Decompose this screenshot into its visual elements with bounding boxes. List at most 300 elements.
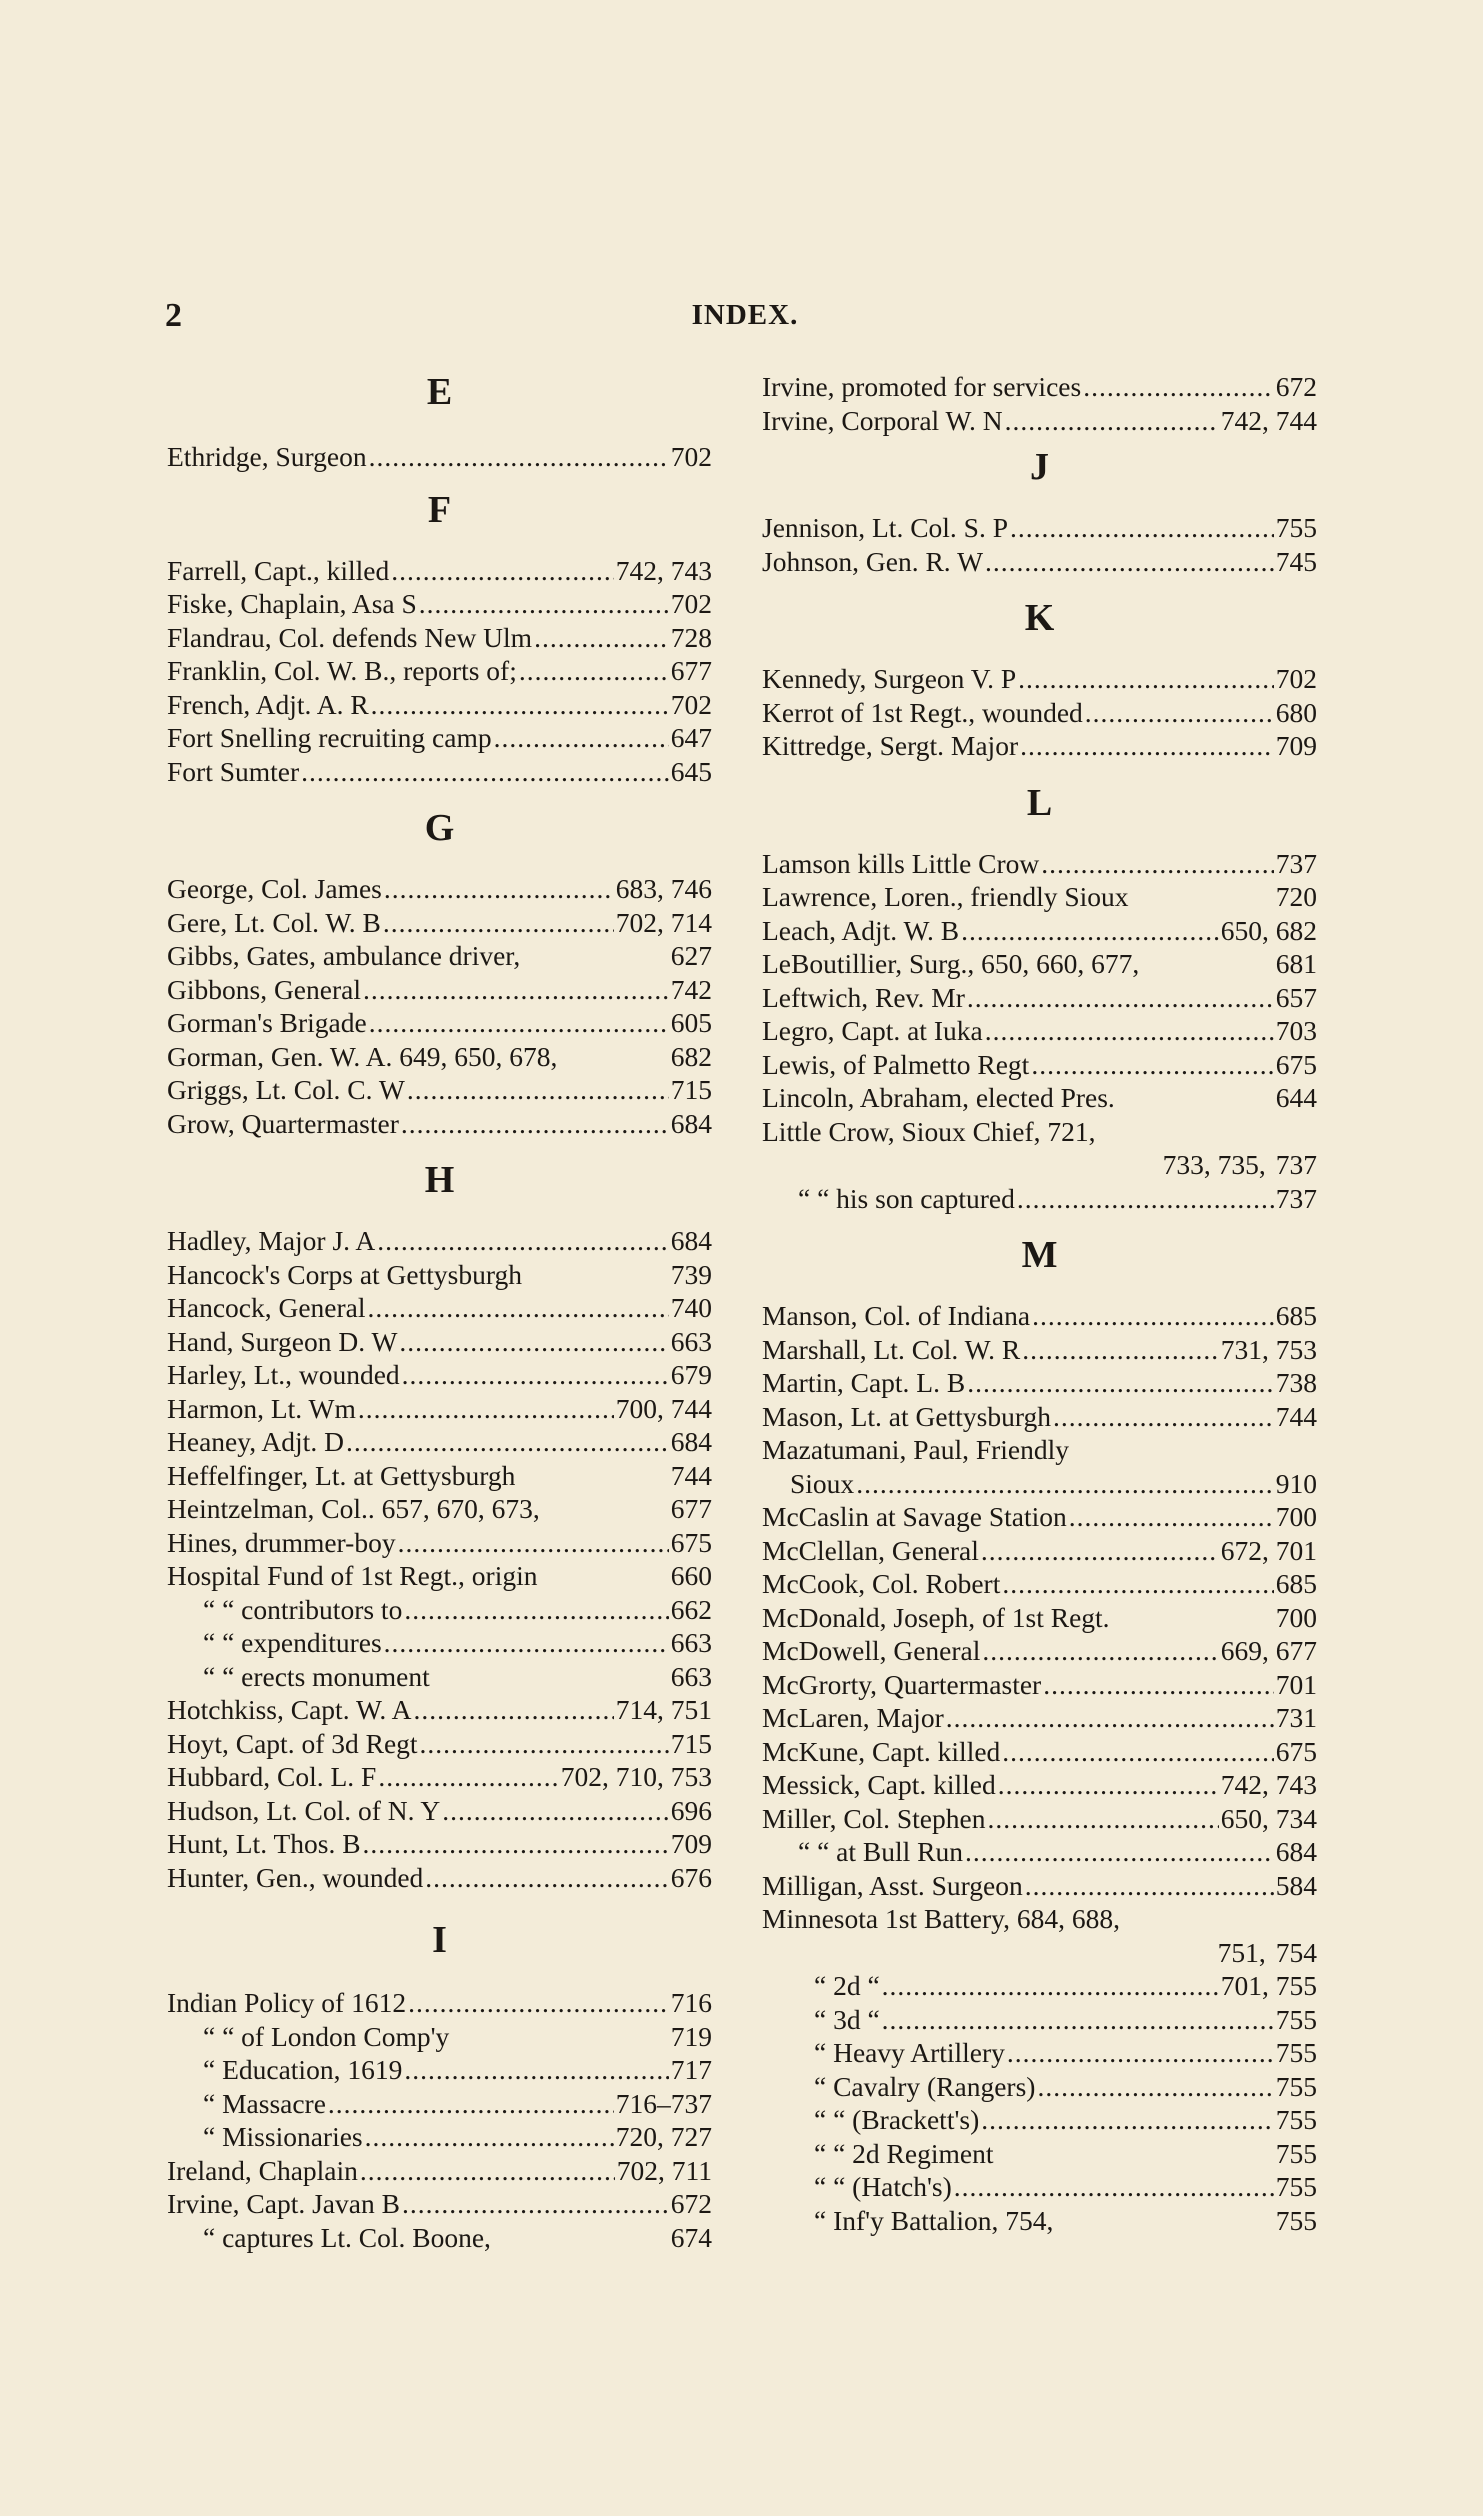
- entry-text: McDowell, General: [762, 1635, 981, 1666]
- index-entry: [762, 2137, 1317, 2171]
- leader-dots: [967, 981, 1274, 1015]
- entry-text: Farrell, Capt., killed: [167, 554, 390, 586]
- entry-text: Marshall, Lt. Col. W. R: [762, 1333, 1021, 1365]
- index-entry: [762, 404, 1317, 438]
- leader-dots: [404, 2053, 668, 2087]
- index-entry: [762, 947, 1317, 981]
- entry-text: “ “ his son captured: [798, 1182, 1015, 1214]
- entry-text: Irvine, Capt. Javan B: [167, 2188, 400, 2219]
- leader-dots: [391, 554, 614, 588]
- index-entry: [167, 1626, 712, 1660]
- index-entry: [167, 872, 712, 906]
- entry-text: Hoyt, Capt. of 3d Regt: [167, 1727, 418, 1759]
- entry-text: Hudson, Lt. Col. of N. Y: [167, 1794, 441, 1826]
- entry-text: “ 3d “: [814, 2003, 880, 2035]
- index-entry: [167, 621, 712, 655]
- entry-page: 700: [1275, 1501, 1317, 1532]
- entry-text: Johnson, Gen. R. W: [762, 545, 984, 577]
- index-entry: [762, 847, 1317, 881]
- entry-page: 737: [1275, 1149, 1317, 1180]
- entry-text: Mason, Lt. at Gettysburgh: [762, 1400, 1051, 1432]
- entry-text: “ “ at Bull Run: [798, 1836, 963, 1867]
- entry-page: 702, 714: [615, 906, 712, 938]
- entry-page: 701, 755: [1220, 1970, 1317, 2001]
- leader-dots: [954, 2170, 1274, 2204]
- leader-dots: [301, 755, 669, 789]
- entry-page: 672: [1275, 371, 1317, 402]
- index-entry: [762, 729, 1317, 763]
- index-entry: [762, 1835, 1317, 1869]
- index-entry: [762, 1534, 1317, 1568]
- entry-page: 663: [670, 1627, 712, 1658]
- entry-page: 669, 677: [1220, 1635, 1317, 1666]
- index-column-right: [762, 370, 1317, 2237]
- entry-page: 676: [670, 1861, 712, 1893]
- index-entry: [167, 2020, 712, 2054]
- leader-dots: [346, 1425, 669, 1459]
- entry-text: McClellan, General: [762, 1534, 979, 1566]
- entry-text: McCook, Col. Robert: [762, 1568, 1001, 1599]
- entry-text: Hunter, Gen., wounded: [167, 1861, 424, 1893]
- entry-text: 733, 735,: [1162, 1149, 1266, 1180]
- index-entry: [762, 914, 1317, 948]
- index-entry: [762, 1634, 1317, 1668]
- entry-page: 657: [1275, 981, 1317, 1013]
- entry-page: 675: [1275, 1735, 1317, 1767]
- entry-page: 755: [1275, 512, 1317, 543]
- entry-text: Gibbons, General: [167, 973, 361, 1005]
- entry-text: Leach, Adjt. W. B: [762, 914, 960, 946]
- index-entry: [762, 1366, 1317, 1400]
- entry-page: 717: [670, 2054, 712, 2085]
- entry-text: Mazatumani, Paul, Friendly: [762, 1434, 1070, 1465]
- index-entry: [762, 2170, 1317, 2204]
- index-entry: [167, 1593, 712, 1627]
- entry-page: 731: [1275, 1702, 1317, 1733]
- entry-page: 645: [670, 755, 712, 787]
- entry-text: Lincoln, Abraham, elected Pres.: [762, 1082, 1115, 1113]
- index-entry: [762, 981, 1317, 1015]
- entry-text: “ Cavalry (Rangers): [814, 2070, 1036, 2102]
- index-entry: [762, 1182, 1317, 1216]
- index-entry: [167, 1794, 712, 1828]
- entry-text: Hand, Surgeon D. W: [167, 1325, 398, 1357]
- entry-page: 742, 743: [1220, 1769, 1317, 1800]
- entry-page: 742, 743: [615, 554, 712, 586]
- entry-page: 744: [670, 1459, 712, 1491]
- index-entry: [167, 1660, 712, 1694]
- index-entry: [762, 2036, 1317, 2070]
- leader-dots: [363, 1827, 669, 1861]
- entry-text: Jennison, Lt. Col. S. P: [762, 512, 1009, 543]
- leader-dots: [363, 973, 669, 1007]
- leader-dots: [360, 2154, 615, 2188]
- leader-dots: [384, 1626, 669, 1660]
- entry-text: Manson, Col. of Indiana: [762, 1300, 1031, 1331]
- index-entry: [762, 1768, 1317, 1802]
- entry-text: Hubbard, Col. L. F: [167, 1761, 377, 1792]
- entry-text: “ Massacre: [203, 2087, 326, 2119]
- index-entry: [167, 2087, 712, 2121]
- index-entry: [167, 1492, 712, 1526]
- leader-dots: [1037, 2070, 1273, 2104]
- index-column-left: [167, 370, 712, 2254]
- leader-dots: [1007, 2036, 1274, 2070]
- index-entry: [762, 1802, 1317, 1836]
- leader-dots: [378, 1760, 558, 1794]
- entry-page: 742, 744: [1220, 404, 1317, 436]
- section-letter-l: L: [1026, 781, 1053, 824]
- leader-dots: [402, 2187, 669, 2221]
- index-entry: [167, 2120, 712, 2154]
- entry-page: 728: [670, 621, 712, 653]
- leader-dots: [419, 587, 669, 621]
- index-entry: [762, 1567, 1317, 1601]
- entry-page: 720, 727: [615, 2121, 712, 2152]
- index-entry: [167, 1107, 712, 1141]
- leader-dots: [399, 1325, 668, 1359]
- page-header: [165, 297, 1325, 347]
- entry-text: Gere, Lt. Col. W. B: [167, 906, 381, 938]
- index-entry: [762, 1299, 1317, 1333]
- index-entry: [167, 1693, 712, 1727]
- entry-page: 709: [1275, 730, 1317, 761]
- entry-page: 702: [670, 441, 712, 472]
- entry-text: Kennedy, Surgeon V. P: [762, 663, 1017, 694]
- entry-page: 714, 751: [615, 1694, 712, 1725]
- entry-page: 755: [1275, 2003, 1317, 2035]
- entry-text: Leftwich, Rev. Mr: [762, 981, 965, 1013]
- entry-text: Heaney, Adjt. D: [167, 1426, 344, 1457]
- leader-dots: [384, 872, 614, 906]
- entry-text: Ethridge, Surgeon: [167, 441, 367, 472]
- entry-page: 684: [670, 1426, 712, 1457]
- entry-text: Griggs, Lt. Col. C. W: [167, 1074, 405, 1105]
- index-entry: [762, 1115, 1317, 1149]
- index-entry: [762, 1333, 1317, 1367]
- entry-text: Messick, Capt. killed: [762, 1769, 996, 1800]
- entry-text: Sioux: [790, 1467, 855, 1499]
- entry-text: Heffelfinger, Lt. at Gettysburgh: [167, 1459, 516, 1491]
- entry-text: “ “ 2d Regiment: [814, 2137, 994, 2169]
- entry-text: Martin, Capt. L. B: [762, 1367, 966, 1398]
- index-entry: [167, 721, 712, 755]
- index-entry: [167, 1358, 712, 1392]
- entry-text: McGrorty, Quartermaster: [762, 1668, 1042, 1700]
- entry-page: 755: [1275, 2171, 1317, 2202]
- index-entry: [762, 1902, 1317, 1936]
- index-entry: [167, 973, 712, 1007]
- entry-page: 744: [1275, 1400, 1317, 1432]
- entry-page: 685: [1275, 1568, 1317, 1599]
- entry-text: Flandrau, Col. defends New Ulm: [167, 621, 533, 653]
- entry-text: Little Crow, Sioux Chief, 721,: [762, 1115, 1096, 1147]
- entry-text: Grow, Quartermaster: [167, 1107, 399, 1139]
- entry-text: Indian Policy of 1612: [167, 1987, 407, 2018]
- index-entry: [762, 1467, 1317, 1501]
- leader-dots: [961, 914, 1219, 948]
- entry-text: “ Inf'y Battalion, 754,: [814, 2204, 1054, 2236]
- entry-page: 672: [670, 2188, 712, 2219]
- leader-dots: [371, 688, 669, 722]
- leader-dots: [494, 721, 669, 755]
- entry-page: 755: [1275, 2137, 1317, 2169]
- index-entry: [762, 1735, 1317, 1769]
- entry-text: Milligan, Asst. Surgeon: [762, 1869, 1023, 1901]
- entry-text: 751,: [1217, 1936, 1266, 1968]
- section-letter-f: F: [427, 488, 452, 531]
- entry-text: Miller, Col. Stephen: [762, 1802, 986, 1834]
- entry-page: 685: [1275, 1300, 1317, 1331]
- index-entry: [167, 1559, 712, 1593]
- leader-dots: [1002, 1735, 1273, 1769]
- entry-text: Gorman, Gen. W. A. 649, 650, 678,: [167, 1040, 558, 1072]
- leader-dots: [946, 1701, 1274, 1735]
- entry-text: Hancock, General: [167, 1292, 366, 1323]
- leader-dots: [519, 654, 669, 688]
- index-entry: [762, 1014, 1317, 1048]
- entry-text: “ 2d “: [814, 1970, 880, 2001]
- entry-page: 745: [1275, 545, 1317, 577]
- entry-text: McLaren, Major: [762, 1702, 944, 1733]
- leader-dots: [882, 1969, 1219, 2003]
- entry-page: 674: [670, 2221, 712, 2253]
- leader-dots: [404, 1593, 668, 1627]
- leader-dots: [401, 1107, 669, 1141]
- entry-page: 684: [670, 1225, 712, 1256]
- entry-text: Kerrot of 1st Regt., wounded: [762, 696, 1083, 728]
- entry-text: Fort Snelling recruiting camp: [167, 722, 492, 753]
- index-entry: [762, 1081, 1317, 1115]
- entry-text: “ “ (Brackett's): [814, 2104, 980, 2135]
- index-entry: [167, 1392, 712, 1426]
- leader-dots: [981, 1534, 1219, 1568]
- entry-page: 702: [1275, 663, 1317, 694]
- page-number: 2: [165, 297, 182, 334]
- index-entry: [762, 1701, 1317, 1735]
- entry-page: 663: [670, 1325, 712, 1357]
- index-entry: [167, 587, 712, 621]
- leader-dots: [369, 440, 669, 474]
- index-entry: [167, 1425, 712, 1459]
- index-entry: [167, 1224, 712, 1258]
- leader-dots: [1053, 1400, 1274, 1434]
- leader-dots: [1025, 1869, 1274, 1903]
- entry-text: Heintzelman, Col.. 657, 670, 673,: [167, 1493, 540, 1524]
- entry-text: “ “ contributors to: [203, 1593, 403, 1625]
- leader-dots: [998, 1768, 1219, 1802]
- entry-text: Gorman's Brigade: [167, 1007, 367, 1038]
- index-entry: [762, 1936, 1317, 1970]
- leader-dots: [425, 1861, 668, 1895]
- leader-dots: [1031, 1048, 1273, 1082]
- entry-text: Lawrence, Loren., friendly Sioux: [762, 881, 1129, 912]
- section-letter-j: J: [1030, 446, 1049, 488]
- leader-dots: [1022, 1333, 1219, 1367]
- entry-text: Gibbs, Gates, ambulance driver,: [167, 940, 521, 971]
- index-entry: [167, 1291, 712, 1325]
- entry-page: 650, 734: [1220, 1802, 1317, 1834]
- index-entry: [762, 2003, 1317, 2037]
- leader-dots: [1017, 1182, 1274, 1216]
- index-entry: [167, 1986, 712, 2020]
- leader-dots: [369, 1006, 669, 1040]
- index-entry: [167, 906, 712, 940]
- entry-page: 627: [670, 940, 712, 971]
- leader-dots: [1005, 404, 1219, 438]
- index-entry: [762, 1969, 1317, 2003]
- entry-text: Fiske, Chaplain, Asa S: [167, 588, 417, 619]
- entry-text: Minnesota 1st Battery, 684, 688,: [762, 1903, 1120, 1934]
- leader-dots: [402, 1358, 669, 1392]
- entry-text: Irvine, Corporal W. N: [762, 404, 1003, 436]
- entry-page: 700: [1275, 1601, 1317, 1633]
- entry-text: Harmon, Lt. Wm: [167, 1392, 356, 1424]
- leader-dots: [985, 1014, 1274, 1048]
- index-entry: [167, 1073, 712, 1107]
- leader-dots: [1085, 696, 1274, 730]
- entry-text: “ Heavy Artillery: [814, 2037, 1005, 2068]
- leader-dots: [1020, 729, 1274, 763]
- entry-page: 740: [670, 1292, 712, 1323]
- index-entry: [167, 939, 712, 973]
- entry-text: “ captures Lt. Col. Boone,: [203, 2221, 491, 2253]
- entry-page: 680: [1275, 696, 1317, 728]
- entry-page: 605: [670, 1007, 712, 1038]
- entry-text: Irvine, promoted for services: [762, 371, 1082, 402]
- index-entry: [762, 1601, 1317, 1635]
- entry-page: 702: [670, 588, 712, 619]
- entry-page: 715: [670, 1074, 712, 1105]
- entry-page: 663: [670, 1660, 712, 1692]
- entry-page: 755: [1275, 2204, 1317, 2236]
- entry-text: “ “ (Hatch's): [814, 2171, 952, 2202]
- entry-page: 675: [670, 1526, 712, 1558]
- entry-page: 715: [670, 1727, 712, 1759]
- entry-page: 700, 744: [615, 1392, 712, 1424]
- index-entry: [167, 440, 712, 474]
- index-entry: [762, 1433, 1317, 1467]
- index-entry: [167, 654, 712, 688]
- leader-dots: [981, 2103, 1273, 2137]
- leader-dots: [420, 1727, 669, 1761]
- entry-page: 677: [670, 1493, 712, 1524]
- leader-dots: [967, 1366, 1274, 1400]
- entry-text: Fort Sumter: [167, 755, 300, 787]
- entry-text: McKune, Capt. killed: [762, 1735, 1001, 1767]
- entry-page: 684: [670, 1107, 712, 1139]
- entry-page: 584: [1275, 1869, 1317, 1901]
- index-entry: [167, 2053, 712, 2087]
- entry-page: 703: [1275, 1015, 1317, 1046]
- index-entry: [762, 1668, 1317, 1702]
- entry-page: 739: [670, 1258, 712, 1290]
- entry-text: French, Adjt. A. R: [167, 688, 369, 720]
- entry-page: 660: [670, 1560, 712, 1591]
- index-entry: [762, 545, 1317, 579]
- entry-text: Hadley, Major J. A: [167, 1225, 376, 1256]
- entry-page: 755: [1275, 2070, 1317, 2102]
- leader-dots: [408, 1986, 669, 2020]
- entry-page: 696: [670, 1794, 712, 1826]
- leader-dots: [965, 1835, 1274, 1869]
- entry-page: 679: [670, 1359, 712, 1390]
- entry-page: 742: [670, 973, 712, 1005]
- index-entry: [167, 1258, 712, 1292]
- index-entry: [167, 2187, 712, 2221]
- index-entry: [762, 2103, 1317, 2137]
- index-entry: [167, 755, 712, 789]
- entry-text: “ “ expenditures: [203, 1627, 382, 1658]
- leader-dots: [1018, 662, 1274, 696]
- leader-dots: [1002, 1567, 1273, 1601]
- entry-page: 754: [1275, 1936, 1317, 1968]
- index-entry: [762, 1148, 1317, 1182]
- entry-text: Hines, drummer-boy: [167, 1526, 396, 1558]
- leader-dots: [368, 1291, 669, 1325]
- entry-page: 731, 753: [1220, 1333, 1317, 1365]
- leader-dots: [1083, 370, 1274, 404]
- entry-text: Hospital Fund of 1st Regt., origin: [167, 1560, 538, 1591]
- entry-page: 709: [670, 1828, 712, 1859]
- index-entry: [167, 1040, 712, 1074]
- entry-page: 662: [670, 1593, 712, 1625]
- section-letter-h: H: [424, 1159, 455, 1201]
- entry-text: Ireland, Chaplain: [167, 2154, 358, 2186]
- leader-dots: [985, 545, 1274, 579]
- leader-dots: [1032, 1299, 1274, 1333]
- leader-dots: [442, 1794, 669, 1828]
- index-entry: [167, 1526, 712, 1560]
- leader-dots: [856, 1467, 1274, 1501]
- leader-dots: [413, 1693, 613, 1727]
- entry-page: 701: [1275, 1668, 1317, 1700]
- leader-dots: [407, 1073, 669, 1107]
- entry-text: Harley, Lt., wounded: [167, 1359, 400, 1390]
- entry-page: 644: [1275, 1082, 1317, 1113]
- entry-text: Legro, Capt. at Iuka: [762, 1015, 983, 1046]
- entry-page: 675: [1275, 1048, 1317, 1080]
- entry-page: 702, 710, 753: [560, 1761, 712, 1792]
- entry-page: 684: [1275, 1836, 1317, 1867]
- entry-text: George, Col. James: [167, 873, 382, 904]
- entry-text: Lamson kills Little Crow: [762, 847, 1040, 879]
- entry-page: 672, 701: [1220, 1534, 1317, 1566]
- entry-text: Hancock's Corps at Gettysburgh: [167, 1258, 523, 1290]
- entry-page: 755: [1275, 2037, 1317, 2068]
- entry-page: 737: [1275, 1182, 1317, 1214]
- entry-text: McDonald, Joseph, of 1st Regt.: [762, 1601, 1110, 1633]
- section-letter-m: M: [1021, 1234, 1058, 1276]
- entry-page: 677: [670, 655, 712, 686]
- entry-page: 720: [1275, 881, 1317, 912]
- index-entry: [762, 1400, 1317, 1434]
- leader-dots: [398, 1526, 669, 1560]
- leader-dots: [365, 2120, 614, 2154]
- leader-dots: [987, 1802, 1218, 1836]
- entry-page: 737: [1275, 847, 1317, 879]
- index-entry: [167, 2154, 712, 2188]
- entry-page: 702, 711: [616, 2154, 712, 2186]
- leader-dots: [534, 621, 669, 655]
- index-entry: [762, 1869, 1317, 1903]
- section-letter-g: G: [424, 807, 455, 849]
- entry-page: 681: [1275, 948, 1317, 979]
- index-entry: [762, 2070, 1317, 2104]
- index-entry: [167, 1459, 712, 1493]
- section-letter-k: K: [1024, 597, 1055, 639]
- index-entry: [167, 1727, 712, 1761]
